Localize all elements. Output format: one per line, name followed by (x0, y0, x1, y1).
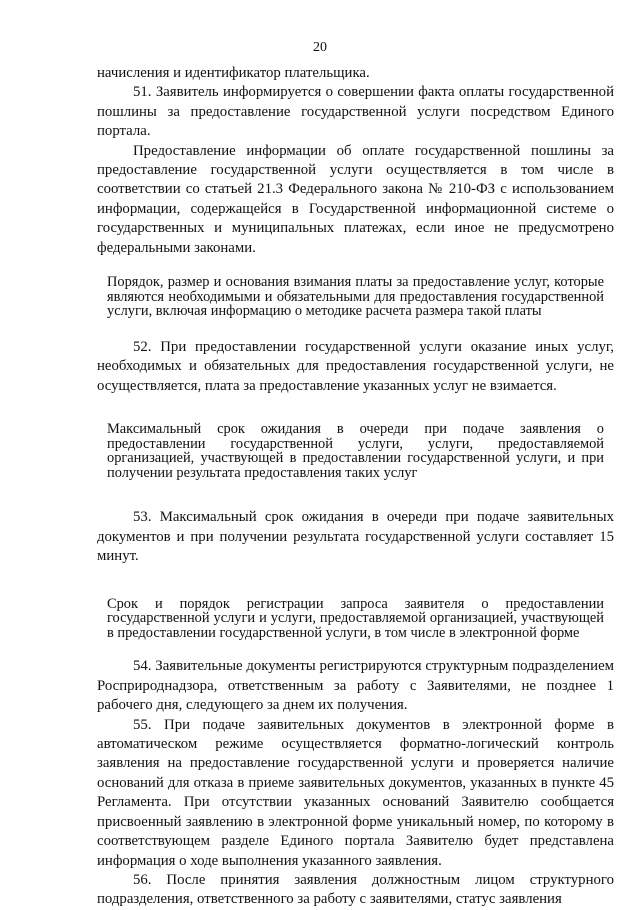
paragraph-51-continuation: Предоставление информации об оплате государственной пошлины за предоставление государственной услуги осуществляется в том числе в соответствии со статьей 21.3 Федерального закона № 210-ФЗ с использованием информации, содержащейся в Государственной информационной системе о государственных и муниципальных платежах, если иное не предусмотрено федеральными законами. (97, 142, 614, 256)
paragraph-55: 55. При подаче заявительных документов в электронной форме в автоматическом режиме осуществляется форматно-логический контроль заявления на предоставление государственной услуги и проверяется наличие оснований для отказа в приеме заявительных документов, указанных в пункте 45 Регламента. При отсутствии указанных оснований Заявителю сообщается присвоенный заявлению в электронной форме уникальный номер, по которому в соответствующем разделе Единого портала Заявителю будет представлена информация о ходе выполнения указанного заявления. (97, 716, 614, 869)
page-number: 20 (313, 40, 327, 55)
section-heading-registration: Срок и порядок регистрации запроса заявителя о предоставлении государственной услуги и услуги, предоставляемой организацией, участвующей в предоставлении государственной услуги, в том числе в электронной форме (107, 595, 604, 641)
section-heading-fees: Порядок, размер и основания взимания платы за предоставление услуг, которые являются необходимыми и обязательными для предоставления государственной услуги, включая информацию о методике расчета размера такой платы (107, 274, 604, 320)
section-heading-queue-time: Максимальный срок ожидания в очереди при подаче заявления о предоставлении государственной услуги, услуги, предоставляемой организацией, участвующей в предоставлении государственной услуги, и при получении результата предоставления таких услуг (107, 421, 604, 481)
document-body (97, 64, 614, 910)
paragraph-54: 54. Заявительные документы регистрируются структурным подразделением Росприроднадзора, ответственным за работу с Заявителями, не позднее 1 рабочего дня, следующего за днем их получения. (97, 658, 614, 714)
paragraph-intro-continuation: начисления и идентификатор плательщика. (97, 65, 370, 81)
paragraph-52: 52. При предоставлении государственной услуги оказание иных услуг, необходимых и обязательных для предоставления государственной услуги, не осуществляется, плата за предоставление указанных услуг не взимается. (97, 338, 614, 394)
paragraph-56: 56. После принятия заявления должностным лицом структурного подразделения, ответственного за работу с заявителями, статус заявления (97, 871, 614, 908)
paragraph-53: 53. Максимальный срок ожидания в очереди при подаче заявительных документов и при получении результата государственной услуги составляет 15 минут. (97, 509, 614, 565)
paragraph-51: 51. Заявитель информируется о совершении факта оплаты государственной пошлины за предоставление государственной услуги посредством Единого портала. (97, 84, 614, 140)
